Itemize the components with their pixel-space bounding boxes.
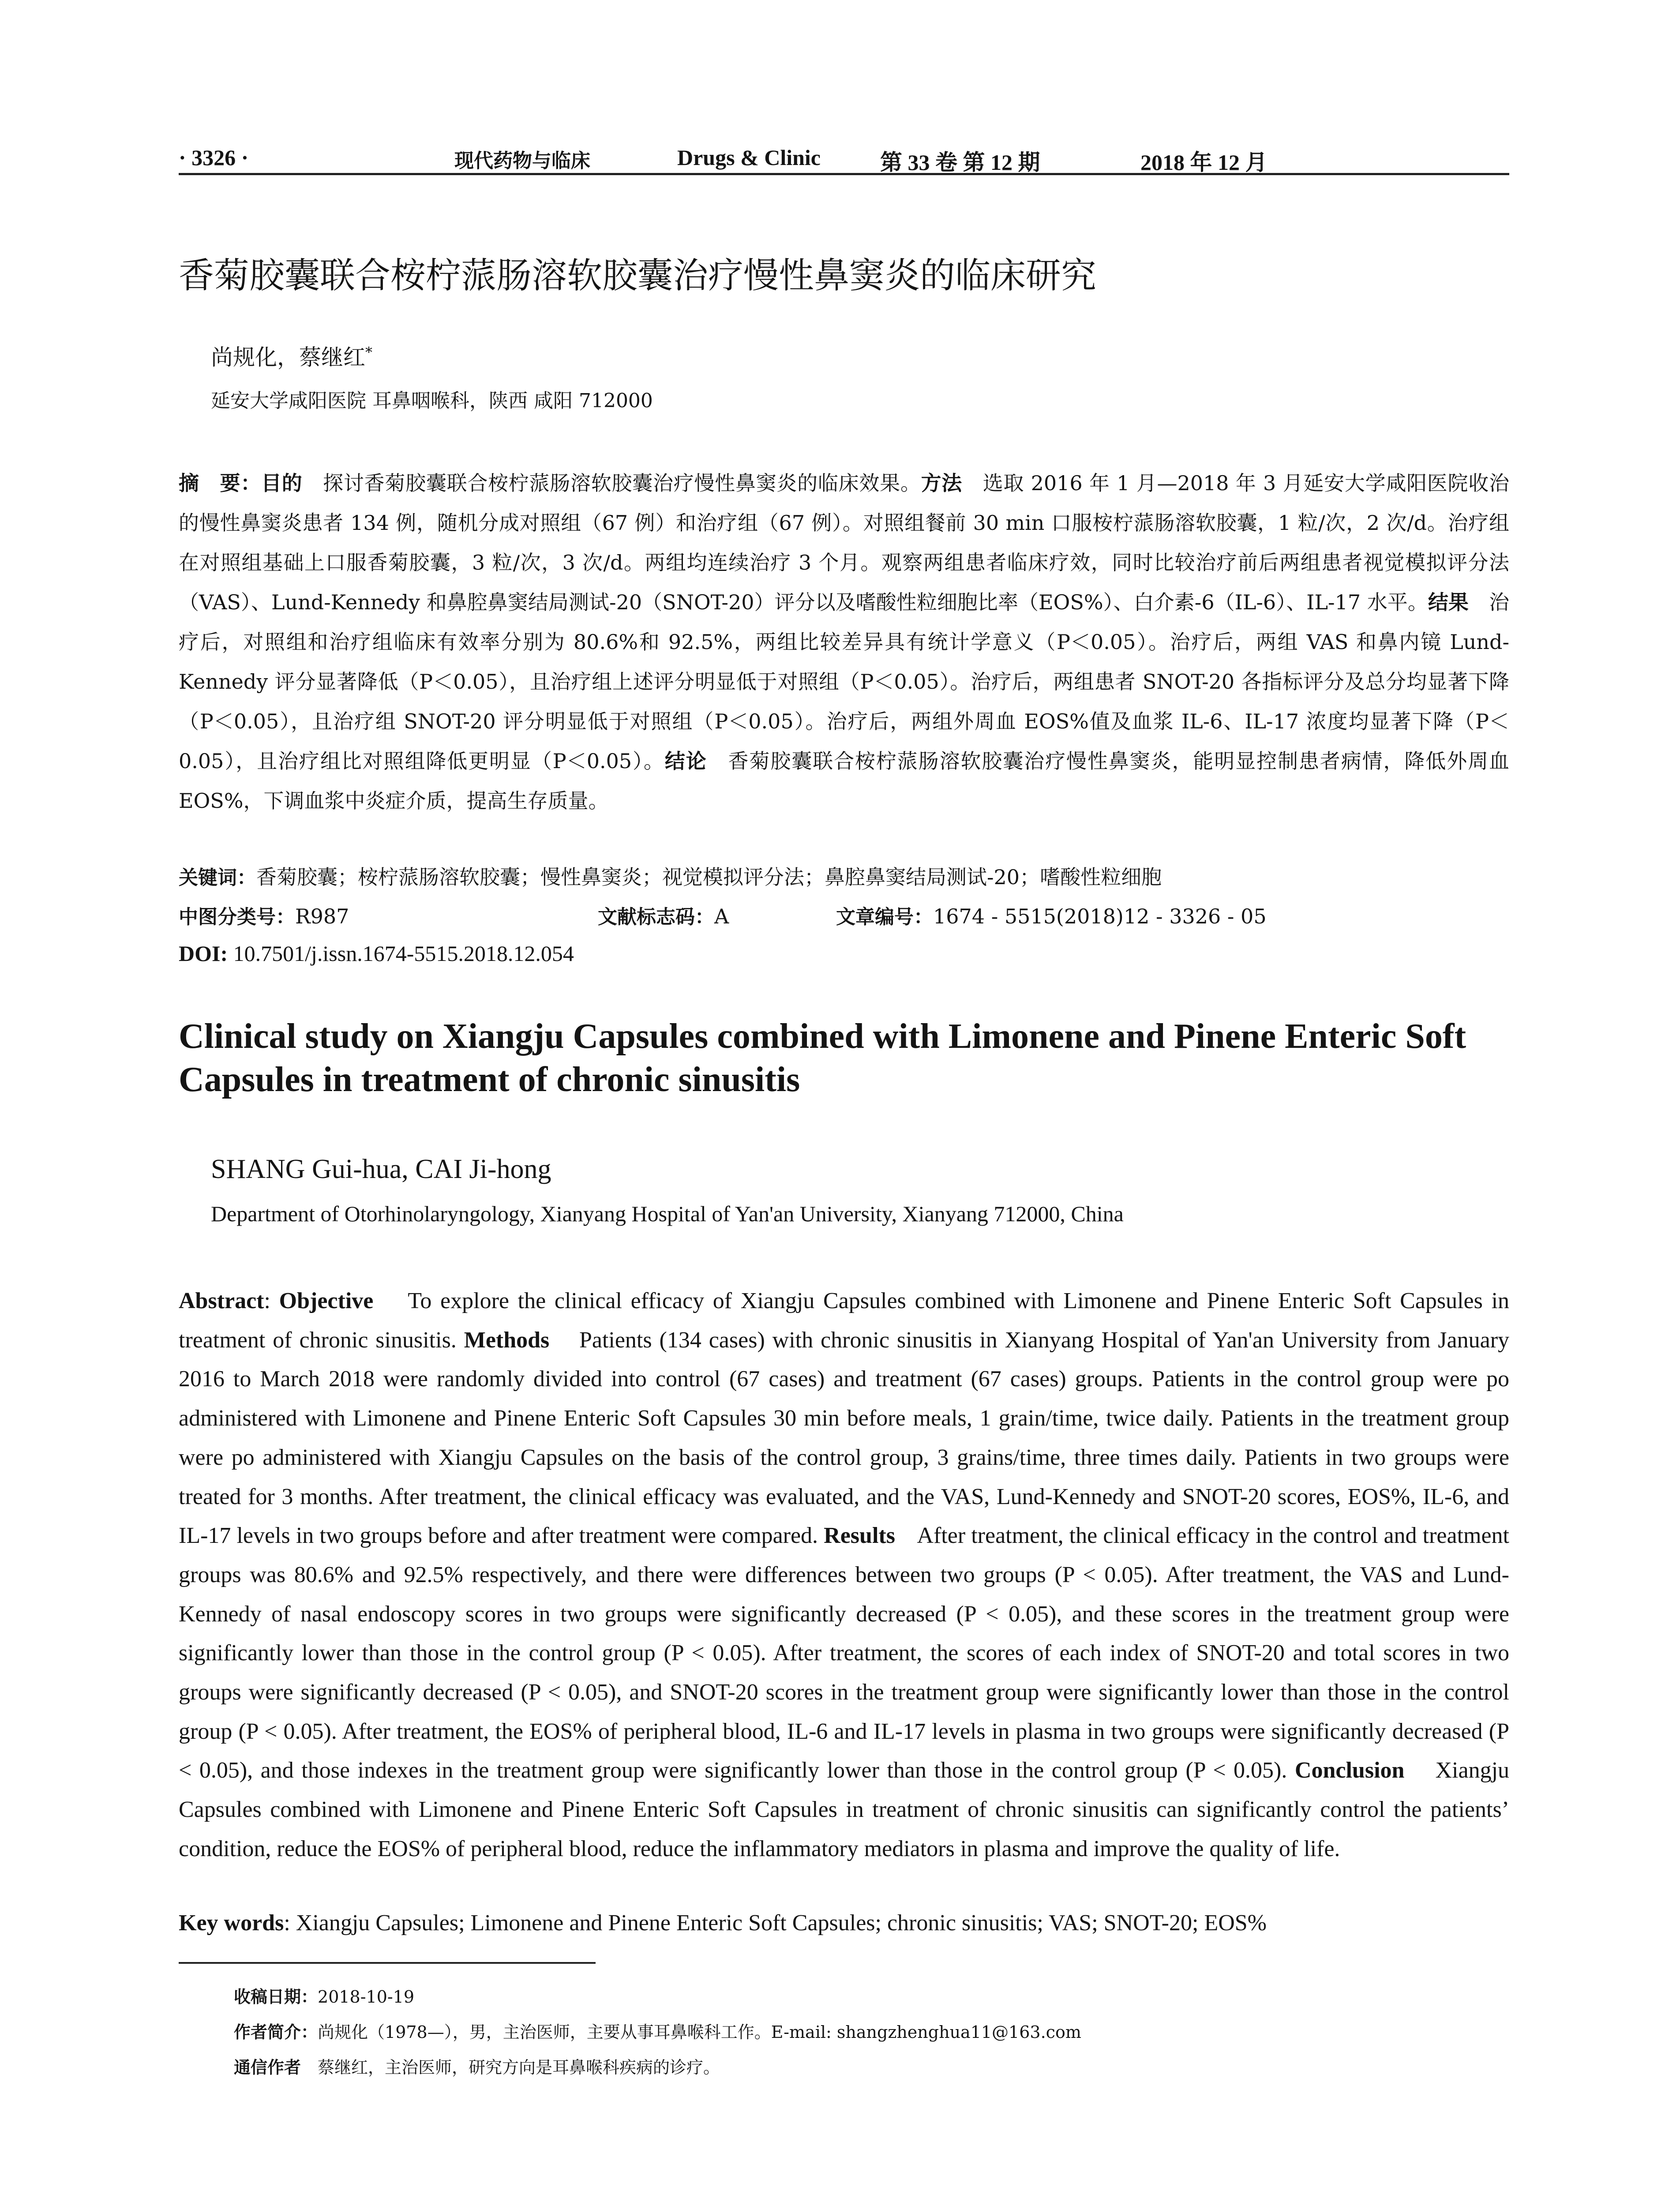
keywords-en-label: Key words: [179, 1910, 284, 1936]
doc-code-value: A: [714, 904, 729, 928]
results-en-text: After treatment, the clinical efficacy in the control and treatment groups was 80.6% and 92.5% respectively, and there were differences between two groups (P < 0.05). After treatment, the VAS and Lund-Kennedy of nasal endoscopy scores in two groups were significantly decreased (P < 0.05), and these scores in the treatment group were significantly lower than those in the control group (P < 0.05). After treatment, the scores of each index of SNOT-20 and total scores in two groups were significantly decreased (P < 0.05), and SNOT-20 scores in the treatment group were significantly lower than those in the control group (P < 0.05). After treatment, the EOS% of peripheral blood, IL-6 and IL-17 levels in plasma in two groups were significantly decreased (P < 0.05), and those indexes in the treatment group were significantly lower than those in the control group (P < 0.05).: [179, 1523, 1509, 1783]
received-date: 2018-10-19: [318, 1987, 415, 2007]
keywords-en: [179, 1904, 1509, 1943]
objective-en-text: To explore the clinical efficacy of Xiangju Capsules combined with Limonene and Pinene Enteric Soft Capsules in treatment of chronic sinusitis.: [179, 1288, 1510, 1353]
conclusion-en-label: Conclusion: [1294, 1758, 1405, 1783]
classification-line: [179, 901, 1267, 929]
keywords-cn: [179, 861, 1162, 890]
affiliation-en: Department of Otorhinolaryngology, Xianyang Hospital of Yan'an University, Xianyang 712000, China: [211, 1201, 1124, 1226]
journal-name-en: Drugs & Clinic: [677, 145, 821, 170]
results-cn-label: 结果: [1428, 590, 1469, 614]
volume-issue: 第 33 卷 第 12 期: [880, 150, 1040, 175]
conclusion-en-text: Xiangju Capsules combined with Limonene and Pinene Enteric Soft Capsules in treatment of chronic sinusitis can significantly control the patients’ condition, reduce the EOS% of peripheral blood, reduce the inflammatory mediators in plasma and improve the quality of life.: [179, 1758, 1510, 1861]
authors-cn-names: 尚规化，蔡继红: [211, 345, 365, 370]
abstract-cn: [179, 463, 1509, 821]
abstract-cn-label: 摘 要：: [179, 471, 261, 495]
doi-value[interactable]: 10.7501/j.issn.1674-5515.2018.12.054: [228, 941, 574, 966]
clc-value: R987: [295, 904, 349, 928]
conclusion-cn-text: 香菊胶囊联合桉柠蒎肠溶软胶囊治疗慢性鼻窦炎，能明显控制患者病情，降低外周血 EOS%，下调血浆中炎症介质，提高生存质量。: [179, 749, 1510, 813]
corresponding-text: 蔡继红，主治医师，研究方向是耳鼻喉科疾病的诊疗。: [301, 2058, 720, 2077]
bio-label: 作者简介：: [234, 2022, 318, 2042]
keywords-en-text: : Xiangju Capsules; Limonene and Pinene Enteric Soft Capsules; chronic sinusitis; VAS; SNOT-20; EOS%: [284, 1910, 1267, 1936]
objective-cn-text: 探讨香菊胶囊联合桉柠蒎肠溶软胶囊治疗慢性鼻窦炎的临床效果。: [302, 471, 921, 495]
authors-cn: [211, 340, 372, 371]
doi-label: DOI:: [179, 941, 228, 966]
objective-cn-label: 目的: [261, 471, 303, 495]
affiliation-cn: 延安大学咸阳医院 耳鼻咽喉科，陕西 咸阳 712000: [211, 390, 653, 412]
bio-text: 尚规化（1978—），男，主治医师，主要从事耳鼻喉科工作。E-mail: shangzhenghua11@163.com: [318, 2022, 1081, 2042]
methods-en-label: Methods: [464, 1327, 550, 1353]
results-en-label: Results: [824, 1523, 895, 1549]
abstract-en-label: Abstract: [179, 1288, 264, 1313]
footnote-author-bio: [234, 2018, 1081, 2043]
title-en: Clinical study on Xiangju Capsules combined with Limonene and Pinene Enteric Soft Capsules in treatment of chronic sinusitis: [179, 1017, 1466, 1099]
results-cn-text: 治疗后，对照组和治疗组临床有效率分别为 80.6%和 92.5%，两组比较差异具有统计学意义（P＜0.05）。治疗后，两组 VAS 和鼻内镜 Lund-Kennedy 评分显著降低（P＜0.05），且治疗组上述评分明显低于对照组（P＜0.05）。治疗后，两组患者 SNOT-20 各指标评分及总分均显著下降（P＜0.05），且治疗组 SNOT-20 评分明显低于对照组（P＜0.05）。治疗后，两组外周血 EOS%值及血浆 IL-6、IL-17 浓度均显著下降（P＜0.05），且治疗组比对照组降低更明显（P＜0.05）。: [179, 590, 1510, 773]
page-number: · 3326 ·: [179, 145, 249, 170]
running-header: [179, 142, 1509, 175]
corresponding-label: 通信作者: [234, 2058, 301, 2077]
keywords-cn-label: 关键词：: [179, 867, 256, 889]
authors-en: SHANG Gui-hua, CAI Ji-hong: [211, 1154, 551, 1184]
footnote-divider: [179, 1962, 596, 1964]
doc-code-label: 文献标志码：: [598, 906, 714, 928]
journal-name-cn: 现代药物与临床: [454, 150, 590, 172]
article-no-label: 文章编号：: [836, 906, 933, 928]
methods-cn-text: 选取 2016 年 1 月—2018 年 3 月延安大学咸阳医院收治的慢性鼻窦炎患者 134 例，随机分成对照组（67 例）和治疗组（67 例）。对照组餐前 30 min 口服桉柠蒎肠溶软胶囊，1 粒/次，2 次/d。治疗组在对照组基础上口服香菊胶囊，3 粒/次，3 次/d。两组均连续治疗 3 个月。观察两组患者临床疗效，同时比较治疗前后两组患者视觉模拟评分法（VAS）、Lund-Kennedy 和鼻腔鼻窦结局测试-20（SNOT-20）评分以及嗜酸性粒细胞比率（EOS%）、白介素-6（IL-6）、IL-17 水平。: [179, 471, 1510, 614]
issue-date: 2018 年 12 月: [1140, 150, 1268, 175]
title-cn: 香菊胶囊联合桉柠蒎肠溶软胶囊治疗慢性鼻窦炎的临床研究: [179, 255, 1096, 296]
keywords-cn-text: 香菊胶囊；桉柠蒎肠溶软胶囊；慢性鼻窦炎；视觉模拟评分法；鼻腔鼻窦结局测试-20；嗜酸性粒细胞: [256, 865, 1162, 889]
footnote-received: [234, 1983, 414, 2007]
received-label: 收稿日期：: [234, 1987, 318, 2007]
clc-label: 中图分类号：: [179, 906, 295, 928]
objective-en-label: Objective: [279, 1288, 374, 1313]
footnote-corresponding: [234, 2054, 720, 2078]
corresponding-mark: *: [365, 344, 372, 361]
methods-en-text: Patients (134 cases) with chronic sinusitis in Xianyang Hospital of Yan'an University from January 2016 to March 2018 were randomly divided into control (67 cases) and treatment (67 cases) groups. Patients in the control group were po administered with Limonene and Pinene Enteric Soft Capsules 30 min before meals, 1 grain/time, twice daily. Patients in the treatment group were po administered with Xiangju Capsules on the basis of the control group, 3 grains/time, three times daily. Patients in two groups were treated for 3 months. After treatment, the clinical efficacy was evaluated, and the VAS, Lund-Kennedy and SNOT-20 scores, EOS%, IL-6, and IL-17 levels in two groups before and after treatment were compared.: [179, 1327, 1510, 1549]
conclusion-cn-label: 结论: [664, 749, 707, 773]
article-no-value: 1674 - 5515(2018)12 - 3326 - 05: [933, 904, 1267, 928]
doi-line: [179, 941, 574, 966]
abstract-en: Abstract: Objective To explore the clinical efficacy of Xiangju Capsules combined with Limonene and Pinene Enteric Soft Capsules in treatment of chronic sinusitis. Methods Patients (134 cases) with chronic sinusitis in Xianyang Hospital of Yan'an University from January 2016 to March 2018 were randomly divided into control (67 cases) and treatment (67 cases) groups. Patients in the control group were po administered with Limonene and Pinene Enteric Soft Capsules 30 min before meals, 1 grain/time, twice daily. Patients in the treatment group were po administered with Xiangju Capsules on the basis of the control group, 3 grains/time, three times daily. Patients in two groups were treated for 3 months. After treatment, the clinical efficacy was evaluated, and the VAS, Lund-Kennedy and SNOT-20 scores, EOS%, IL-6, and IL-17 levels in two groups before and after treatment were compared. Results After treatment, the clinical efficacy in the control and treatment groups was 80.6% and 92.5% respectively, and there were differences between two groups (P < 0.05). After treatment, the VAS and Lund-Kennedy of nasal endoscopy scores in two groups were significantly decreased (P < 0.05), and these scores in the treatment group were significantly lower than those in the control group (P < 0.05). After treatment, the scores of each index of SNOT-20 and total scores in two groups were significantly decreased (P < 0.05), and SNOT-20 scores in the treatment group were significantly lower than those in the control group (P < 0.05). After treatment, the EOS% of peripheral blood, IL-6 and IL-17 levels in plasma in two groups were significantly decreased (P < 0.05), and those indexes in the treatment group were significantly lower than those in the control group (P < 0.05). Conclusion Xiangju Capsules combined with Limonene and Pinene Enteric Soft Capsules in treatment of chronic sinusitis can significantly control the patients’ condition, reduce the EOS% of peripheral blood, reduce the inflammatory mediators in plasma and improve the quality of life.: [179, 1288, 1510, 1861]
methods-cn-label: 方法: [921, 471, 963, 495]
